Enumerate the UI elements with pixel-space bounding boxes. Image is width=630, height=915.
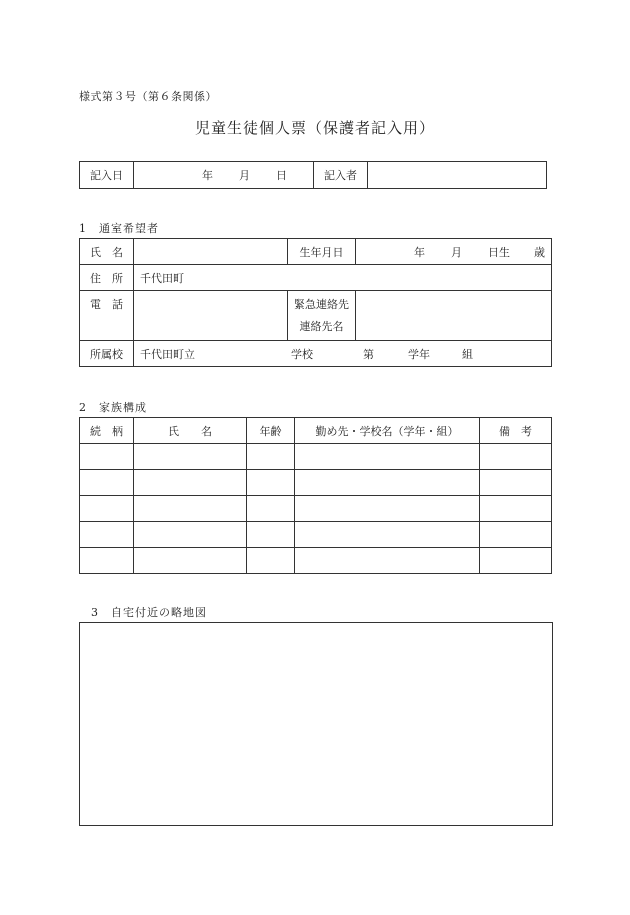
name-field[interactable] [134, 239, 288, 265]
map-drawing-area[interactable] [79, 622, 553, 826]
phone-field[interactable] [134, 291, 288, 341]
family-cell[interactable] [247, 496, 295, 522]
class-label: 組 [462, 347, 473, 361]
family-cell[interactable] [134, 444, 247, 470]
section2-heading: 2 家族構成 [79, 401, 147, 414]
school-field[interactable] [134, 341, 552, 367]
school-suffix: 学校 [291, 347, 313, 361]
family-cell[interactable] [134, 548, 247, 574]
applicant-table [79, 238, 552, 367]
birth-year: 年 [414, 245, 425, 259]
family-cell[interactable] [80, 470, 134, 496]
emergency-field[interactable] [356, 291, 552, 341]
birth-day: 日生 [488, 245, 510, 259]
family-cell[interactable] [134, 522, 247, 548]
page-title: 児童生徒個人票（保護者記入用） [194, 119, 435, 137]
family-header-name: 氏 名 [134, 418, 247, 444]
name-label: 氏 名 [80, 239, 134, 265]
grade-label: 学年 [408, 347, 430, 361]
table-row [80, 496, 552, 522]
family-cell[interactable] [80, 496, 134, 522]
family-cell[interactable] [80, 444, 134, 470]
table-row [80, 444, 552, 470]
family-table [79, 417, 552, 574]
table-row [80, 548, 552, 574]
phone-label: 電 話 [80, 291, 134, 341]
entry-year: 年 [202, 169, 213, 182]
family-cell[interactable] [134, 470, 247, 496]
birth-month: 月 [451, 245, 462, 259]
family-cell[interactable] [247, 470, 295, 496]
entry-date-label: 記入日 [80, 162, 134, 189]
family-cell[interactable] [480, 444, 552, 470]
family-cell[interactable] [247, 522, 295, 548]
emergency-label-line1: 緊急連絡先 [294, 297, 349, 311]
family-header-workplace: 勤め先・学校名（学年・組） [295, 418, 480, 444]
entry-writer-field[interactable] [368, 162, 547, 189]
family-cell[interactable] [295, 522, 480, 548]
family-cell[interactable] [247, 444, 295, 470]
entry-table [79, 161, 547, 189]
entry-day: 日 [276, 169, 287, 182]
family-header-age: 年齢 [247, 418, 295, 444]
birth-field[interactable] [356, 239, 552, 265]
family-cell[interactable] [80, 548, 134, 574]
family-cell[interactable] [480, 470, 552, 496]
family-cell[interactable] [480, 522, 552, 548]
family-cell[interactable] [80, 522, 134, 548]
family-cell[interactable] [134, 496, 247, 522]
section1-heading: 1 通室希望者 [79, 222, 159, 235]
family-cell[interactable] [295, 470, 480, 496]
entry-month: 月 [239, 169, 250, 182]
grade-dai: 第 [363, 347, 374, 361]
birth-label: 生年月日 [288, 239, 356, 265]
emergency-label [288, 291, 356, 341]
school-prefix: 千代田町立 [140, 347, 195, 361]
table-row [80, 470, 552, 496]
family-cell[interactable] [295, 496, 480, 522]
family-cell[interactable] [247, 548, 295, 574]
address-label: 住 所 [80, 265, 134, 291]
family-cell[interactable] [295, 444, 480, 470]
table-row [80, 522, 552, 548]
family-cell[interactable] [480, 548, 552, 574]
section3-heading: 3 自宅付近の略地図 [91, 606, 207, 619]
emergency-label-line2: 連絡先名 [299, 319, 344, 333]
family-header-notes: 備 考 [480, 418, 552, 444]
entry-date-field[interactable] [134, 162, 314, 189]
family-cell[interactable] [480, 496, 552, 522]
family-header-relation: 続 柄 [80, 418, 134, 444]
family-cell[interactable] [295, 548, 480, 574]
form-number: 様式第３号（第６条関係） [79, 90, 217, 103]
school-label: 所属校 [80, 341, 134, 367]
age-label: 歳 [534, 245, 545, 259]
entry-writer-label: 記入者 [314, 162, 368, 189]
address-field[interactable]: 千代田町 [134, 265, 552, 291]
